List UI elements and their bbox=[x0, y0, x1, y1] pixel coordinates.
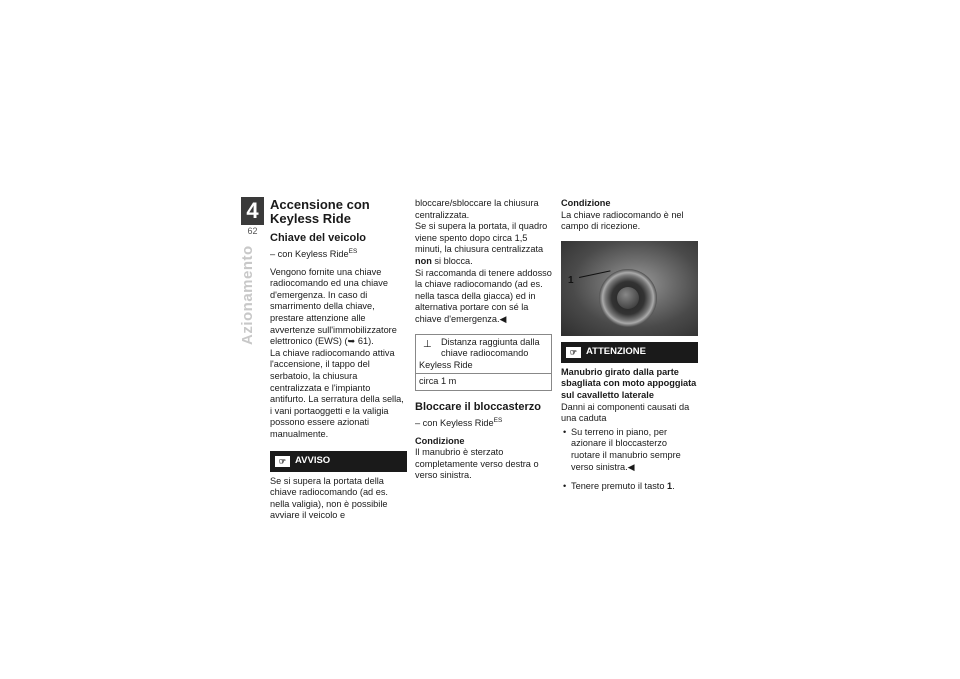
warning-text: Se si supera la portata della chiave radiocomando (ad es. nella valigia), non è possibile avviare il veicolo e bbox=[270, 475, 388, 521]
equipment-sup: ES bbox=[493, 416, 503, 424]
caution-label: ATTENZIONE bbox=[586, 346, 646, 358]
caution-title: Manubrio girato dalla parte sbagliata con moto appoggiata sul cavalletto laterale bbox=[561, 366, 697, 400]
equipment-note bbox=[415, 415, 552, 430]
spec-value-cell: circa 1 m bbox=[416, 374, 552, 391]
column-1 bbox=[270, 198, 407, 522]
equipment-sup: ES bbox=[348, 248, 358, 255]
paragraph bbox=[415, 221, 552, 267]
warning-label: AVVISO bbox=[295, 455, 331, 467]
condition-text: Il manubrio è sterzato completamente verso destra o verso sinistra. bbox=[415, 447, 539, 481]
equipment-text: – con Keyless Ride bbox=[415, 417, 494, 428]
photo-callout: 1 bbox=[568, 274, 574, 286]
condition-label: Condizione bbox=[415, 435, 465, 446]
para-text-end: si blocca. bbox=[434, 255, 473, 266]
title-line-1: Accensione con bbox=[270, 197, 370, 212]
section-side-label: Azionamento bbox=[239, 245, 256, 345]
subsection-title-lock: Bloccare il bloccasterzo bbox=[415, 400, 541, 413]
para-text: Se si supera la portata, il quadro viene spento dopo circa 1,5 minuti, la chiusura centralizzata bbox=[415, 221, 548, 255]
caution-banner bbox=[561, 342, 698, 363]
para-bold: non bbox=[415, 255, 432, 266]
paragraph: bloccare/sbloccare la chiusura centralizzata. bbox=[415, 198, 539, 220]
column-2 bbox=[415, 198, 552, 482]
paragraph: Vengono fornite una chiave radiocomando ed una chiave d'emergenza. In caso di smarrimento della chiave, prestare attenzione alle avvertenze sull'immobilizzatore elettronico (EWS) (➥ 61). bbox=[270, 266, 397, 347]
hand-warning-icon: ☞ bbox=[566, 347, 581, 358]
spec-table bbox=[415, 334, 552, 391]
instruction-list bbox=[561, 427, 698, 493]
paragraph: Si raccomanda di tenere addosso la chiave radiocomando (ad es. nella tasca della giacca) ed in alternativa portare con sé la chiave d'emergenza.◀ bbox=[415, 267, 552, 324]
caution-text: Danni ai componenti causati da una caduta bbox=[561, 401, 690, 424]
range-icon: ⊥ bbox=[423, 338, 432, 350]
list-item: • Su terreno in piano, per azionare il bloccasterzo ruotare il manubrio sempre verso sinistra.◀ bbox=[571, 427, 698, 473]
subsection-title-key: Chiave del veicolo bbox=[270, 232, 366, 244]
condition-label: Condizione bbox=[561, 198, 611, 208]
list-item bbox=[571, 481, 698, 493]
switch-knob bbox=[617, 287, 639, 309]
page-number: 62 bbox=[247, 226, 258, 236]
chapter-number: 4 bbox=[241, 197, 264, 225]
title-line-2: Keyless Ride bbox=[270, 211, 351, 226]
condition-text: La chiave radiocomando è nel campo di ricezione. bbox=[561, 209, 684, 232]
list-end: . bbox=[672, 481, 675, 492]
warning-banner bbox=[270, 451, 407, 472]
equipment-note bbox=[270, 246, 407, 261]
section-title bbox=[270, 198, 407, 226]
column-3 bbox=[561, 198, 698, 501]
callout-line bbox=[579, 270, 611, 278]
list-text: Tenere premuto il tasto bbox=[571, 481, 665, 492]
ignition-switch-photo bbox=[561, 241, 698, 336]
list-bold: 1 bbox=[667, 481, 673, 492]
hand-warning-icon: ☞ bbox=[275, 456, 290, 467]
paragraph: La chiave radiocomando attiva l'accensione, il tappo del serbatoio, la chiusura centralizzata e l'impianto antifurto. La serratura della sella, i vani portaoggetti e la valigia possono essere azionati manualmente. bbox=[270, 347, 404, 439]
equipment-text: – con Keyless Ride bbox=[270, 249, 349, 260]
spec-label-cell bbox=[416, 334, 552, 374]
spec-label: Distanza raggiunta dalla chiave radiocomando Keyless Ride bbox=[419, 336, 540, 370]
